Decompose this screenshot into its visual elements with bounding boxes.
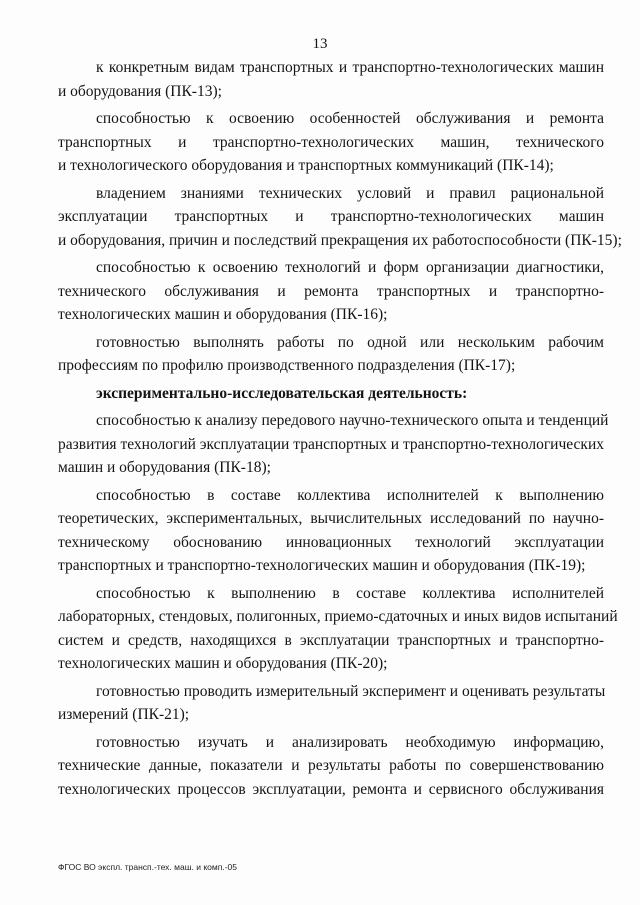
paragraph	[58, 256, 604, 327]
text-line: способностью к освоению технологий и форм организации диагностики,	[96, 259, 604, 276]
paragraph	[58, 56, 604, 103]
text-line: и оборудования, причин и последствий прекращения их работоспособности (ПК-15);	[58, 231, 622, 249]
text-line: систем и средств, находящихся в эксплуатации транспортных и транспортно-	[58, 631, 604, 649]
text-line: экспериментально-исследовательская деятельность:	[96, 384, 468, 402]
page-number: 13	[312, 36, 328, 52]
text-line: технические данные, показатели и результаты работы по совершенствованию	[58, 757, 604, 774]
text-line: способностью к анализу передового научно-технического опыта и тенденций	[96, 412, 609, 429]
text-line: развития технологий эксплуатации транспортных и транспортно-технологических	[58, 435, 604, 453]
text-line: профессиям по профилю производственного подразделения (ПК-17);	[58, 357, 516, 374]
paragraph	[58, 484, 604, 578]
paragraph	[58, 409, 609, 480]
text-line: и оборудования (ПК-13);	[58, 82, 222, 100]
paragraph	[58, 731, 604, 802]
text-line: измерений (ПК-21);	[58, 706, 190, 723]
paragraph	[58, 680, 604, 727]
paragraph	[58, 107, 604, 178]
text-line: готовностью изучать и анализировать необходимую информацию,	[96, 733, 604, 751]
text-line: способностью к освоению особенностей обслуживания и ремонта	[96, 110, 604, 127]
paragraph	[58, 182, 622, 253]
text-line: транспортных и транспортно-технологических машин и оборудования (ПК-19);	[58, 557, 586, 574]
text-line: технологических машин и оборудования (ПК-16);	[58, 306, 388, 323]
text-line: способностью к выполнению в составе коллектива исполнителей	[96, 584, 604, 602]
text-line: технологических процессов эксплуатации, ремонта и сервисного обслуживания	[58, 780, 604, 798]
text-line: технического обслуживания и ремонта транспортных и транспортно-	[58, 282, 604, 300]
paragraph	[58, 331, 604, 378]
text-line: лабораторных, стендовых, полигонных, приемо-сдаточных и иных видов испытаний	[58, 608, 618, 625]
paragraph	[58, 582, 618, 676]
text-line: теоретических, экспериментальных, вычислительных исследований по научно-	[58, 510, 604, 527]
text-line: готовностью выполнять работы по одной или нескольким рабочим	[96, 333, 604, 351]
text-line: техническому обоснованию инновационных технологий эксплуатации	[58, 533, 604, 551]
body-text	[58, 56, 622, 801]
text-line: технологических машин и оборудования (ПК-20);	[58, 655, 388, 672]
text-line: готовностью проводить измерительный эксперимент и оценивать результаты	[96, 682, 606, 700]
text-line: способностью в составе коллектива исполнителей к выполнению	[96, 486, 604, 504]
section-heading	[58, 382, 604, 406]
text-line: владением знаниями технических условий и правил рациональной	[96, 184, 604, 202]
text-line: и технологического оборудования и транспортных коммуникаций (ПК-14);	[58, 157, 554, 174]
text-line: машин и оборудования (ПК-18);	[58, 459, 271, 476]
page-footer: ФГОС ВО экспл. трансп.-тех. маш. и комп.-05	[58, 862, 238, 872]
text-line: транспортных и транспортно-технологических машин, технического	[58, 133, 604, 151]
text-line: эксплуатации транспортных и транспортно-технологических машин	[58, 208, 604, 225]
text-line: к конкретным видам транспортных и транспортно-технологических машин	[96, 59, 604, 76]
